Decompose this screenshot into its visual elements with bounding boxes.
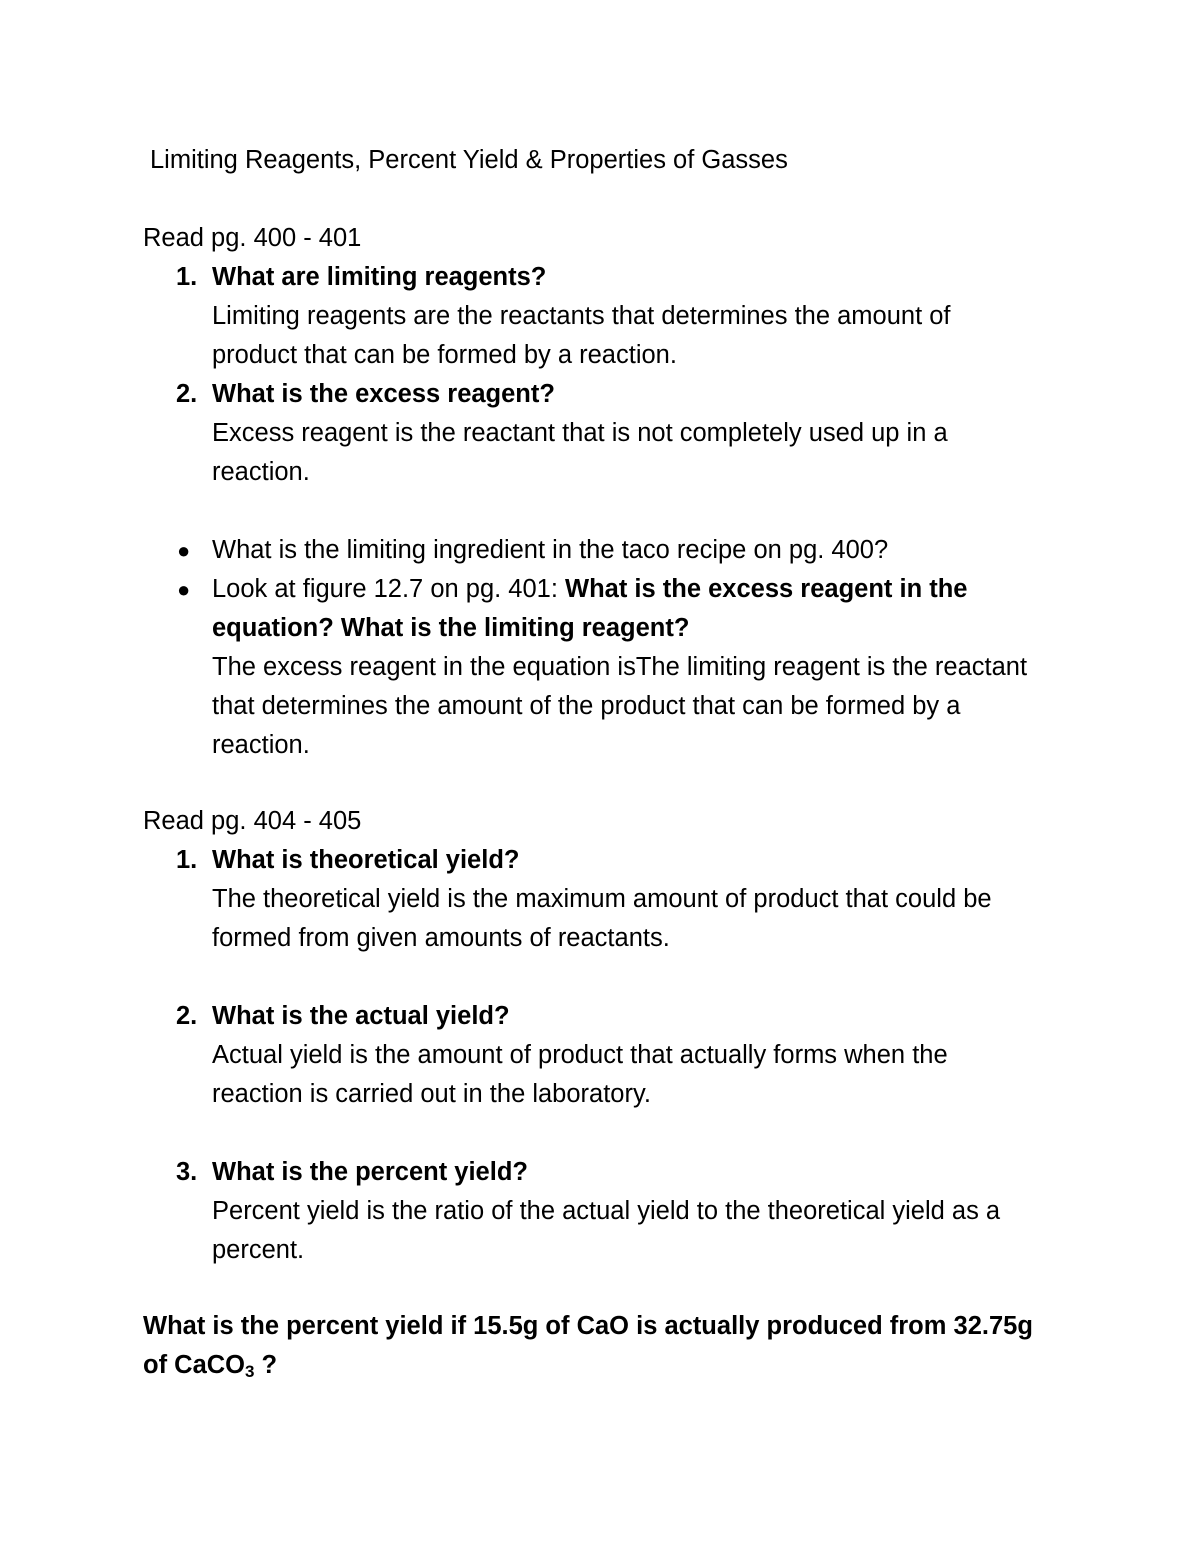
subscript: 3 bbox=[245, 1362, 255, 1381]
question-text: What are limiting reagents? bbox=[212, 263, 547, 291]
bullet-icon: ● bbox=[177, 538, 191, 563]
section-pg-400-401 bbox=[143, 219, 1073, 765]
section-pg-404-405 bbox=[143, 802, 1073, 1270]
answer-text: Excess reagent is the reactant that is not completely used up in a reaction. bbox=[212, 419, 948, 486]
question-text: What is the percent yield? bbox=[212, 1158, 528, 1186]
answer-text: The theoretical yield is the maximum amount of product that could be formed from given amounts of reactants. bbox=[212, 885, 992, 952]
document-title: Limiting Reagents, Percent Yield & Properties of Gasses bbox=[150, 146, 788, 174]
spacer bbox=[143, 958, 1073, 997]
list-item bbox=[143, 997, 1073, 1114]
answer-text: Actual yield is the amount of product that actually forms when the reaction is carried out in the laboratory. bbox=[212, 1041, 948, 1108]
answer-text: Limiting reagents are the reactants that determines the amount of product that can be formed by a reaction. bbox=[212, 302, 951, 369]
final-question-suffix: ? bbox=[254, 1351, 278, 1379]
final-question bbox=[143, 1307, 1063, 1385]
list-item bbox=[143, 258, 1073, 375]
question-text: What is the excess reagent in the equation? What is the limiting reagent? bbox=[212, 575, 968, 642]
final-question-text: What is the percent yield if 15.5g of CaO is actually produced from 32.75g of CaCO bbox=[143, 1312, 1033, 1379]
item-number: 1. bbox=[176, 846, 198, 874]
question-text: What is the actual yield? bbox=[212, 1002, 510, 1030]
answer-text: The excess reagent in the equation isThe limiting reagent is the reactant that determines the amount of the product that can be formed by a reaction. bbox=[212, 653, 1028, 759]
bullet-text: What is the limiting ingredient in the taco recipe on pg. 400? bbox=[212, 536, 889, 564]
question-text: What is the excess reagent? bbox=[212, 380, 555, 408]
item-number: 3. bbox=[176, 1158, 198, 1186]
list-item bbox=[143, 375, 1073, 492]
bullet-prefix: Look at figure 12.7 on pg. 401: bbox=[212, 575, 566, 603]
bullet-question bbox=[212, 570, 1042, 648]
spacer bbox=[143, 1114, 1073, 1153]
list-item bbox=[143, 1153, 1073, 1270]
item-number: 2. bbox=[176, 1002, 198, 1030]
section-heading: Read pg. 404 - 405 bbox=[143, 807, 362, 835]
bullet-icon: ● bbox=[177, 577, 191, 602]
question-text: What is theoretical yield? bbox=[212, 846, 520, 874]
spacer bbox=[143, 492, 1073, 531]
bullet-item bbox=[143, 531, 1073, 570]
bullet-item bbox=[143, 570, 1073, 765]
item-number: 1. bbox=[176, 263, 198, 291]
list-item bbox=[143, 841, 1073, 958]
answer-text: Percent yield is the ratio of the actual yield to the theoretical yield as a percent. bbox=[212, 1197, 1001, 1264]
section-heading: Read pg. 400 - 401 bbox=[143, 224, 362, 252]
item-number: 2. bbox=[176, 380, 198, 408]
